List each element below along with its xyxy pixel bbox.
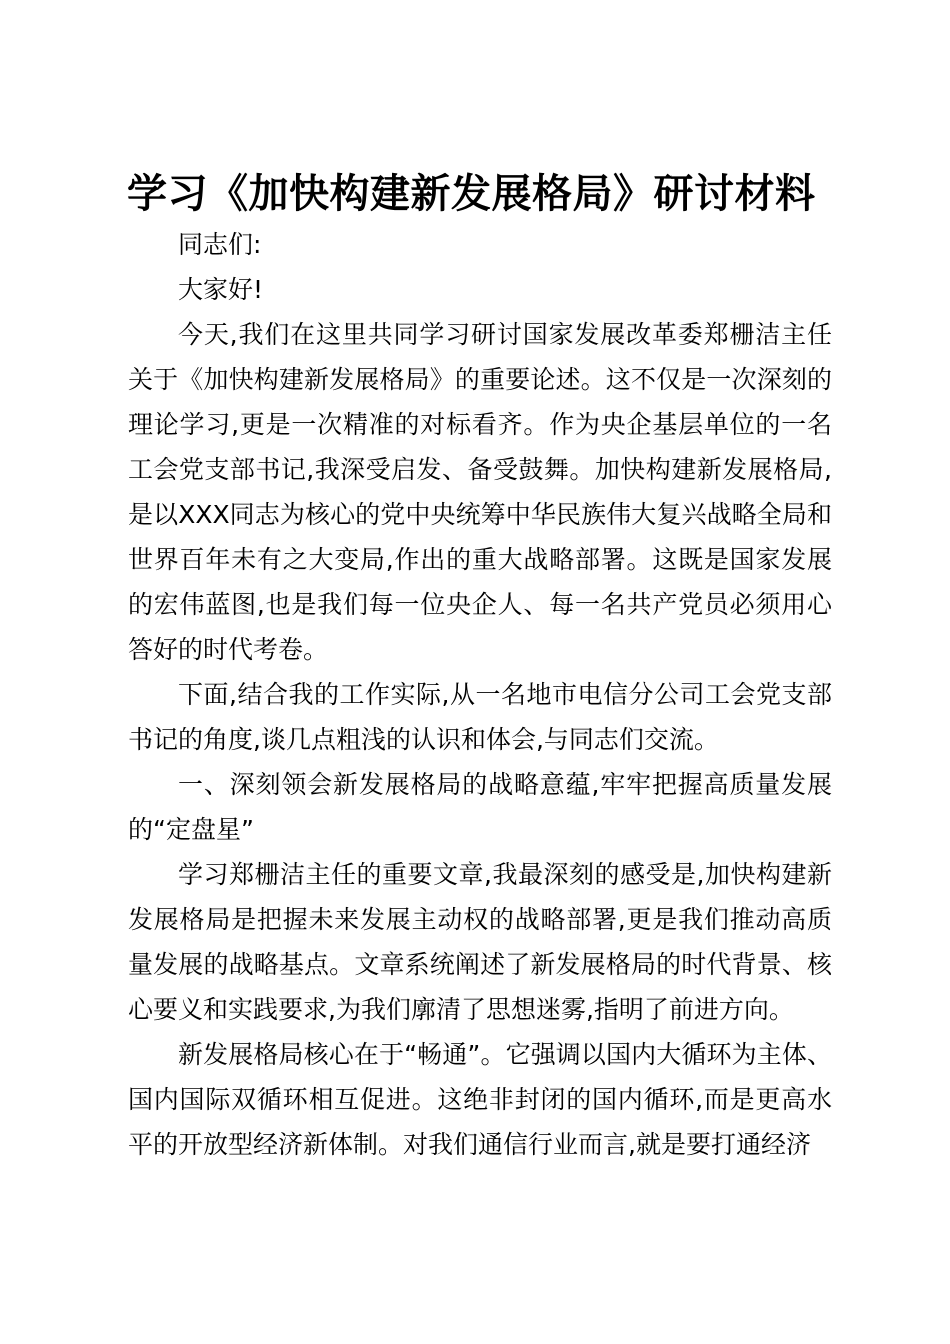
section-heading-1: 一、深刻领会新发展格局的战略意蕴,牢牢把握高质量发展的“定盘星” <box>128 770 832 844</box>
paragraph-body-1: 学习郑栅洁主任的重要文章,我最深刻的感受是,加快构建新发展格局是把握未来发展主动权的战略部署,更是我们推动高质量发展的战略基点。文章系统阐述了新发展格局的时代背景、核心要义和实践要求,为我们廓清了思想迷雾,指明了前进方向。 <box>128 860 832 1024</box>
paragraph-greeting: 大家好! <box>178 275 264 304</box>
paragraph-outline: 下面,结合我的工作实际,从一名地市电信分公司工会党支部书记的角度,谈几点粗浅的认识和体会,与同志们交流。 <box>128 680 832 754</box>
paragraph-salutation: 同志们: <box>178 230 262 259</box>
paragraph-body-2: 新发展格局核心在于“畅通”。它强调以国内大循环为主体、国内国际双循环相互促进。这绝非封闭的国内循环,而是更高水平的开放型经济新体制。对我们通信行业而言,就是要打通经济 <box>128 1040 832 1159</box>
paragraph-intro: 今天,我们在这里共同学习研讨国家发展改革委郑栅洁主任关于《加快构建新发展格局》的重要论述。这不仅是一次深刻的理论学习,更是一次精准的对标看齐。作为央企基层单位的一名工会党支部书记,我深受启发、备受鼓舞。加快构建新发展格局,是以XXX同志为核心的党中央统筹中华民族伟大复兴战略全局和世界百年未有之大变局,作出的重大战略部署。这既是国家发展的宏伟蓝图,也是我们每一位央企人、每一名共产党员必须用心答好的时代考卷。 <box>128 320 832 664</box>
document-title: 学习《加快构建新发展格局》研讨材料 <box>127 170 816 217</box>
document-body <box>128 222 832 1167</box>
